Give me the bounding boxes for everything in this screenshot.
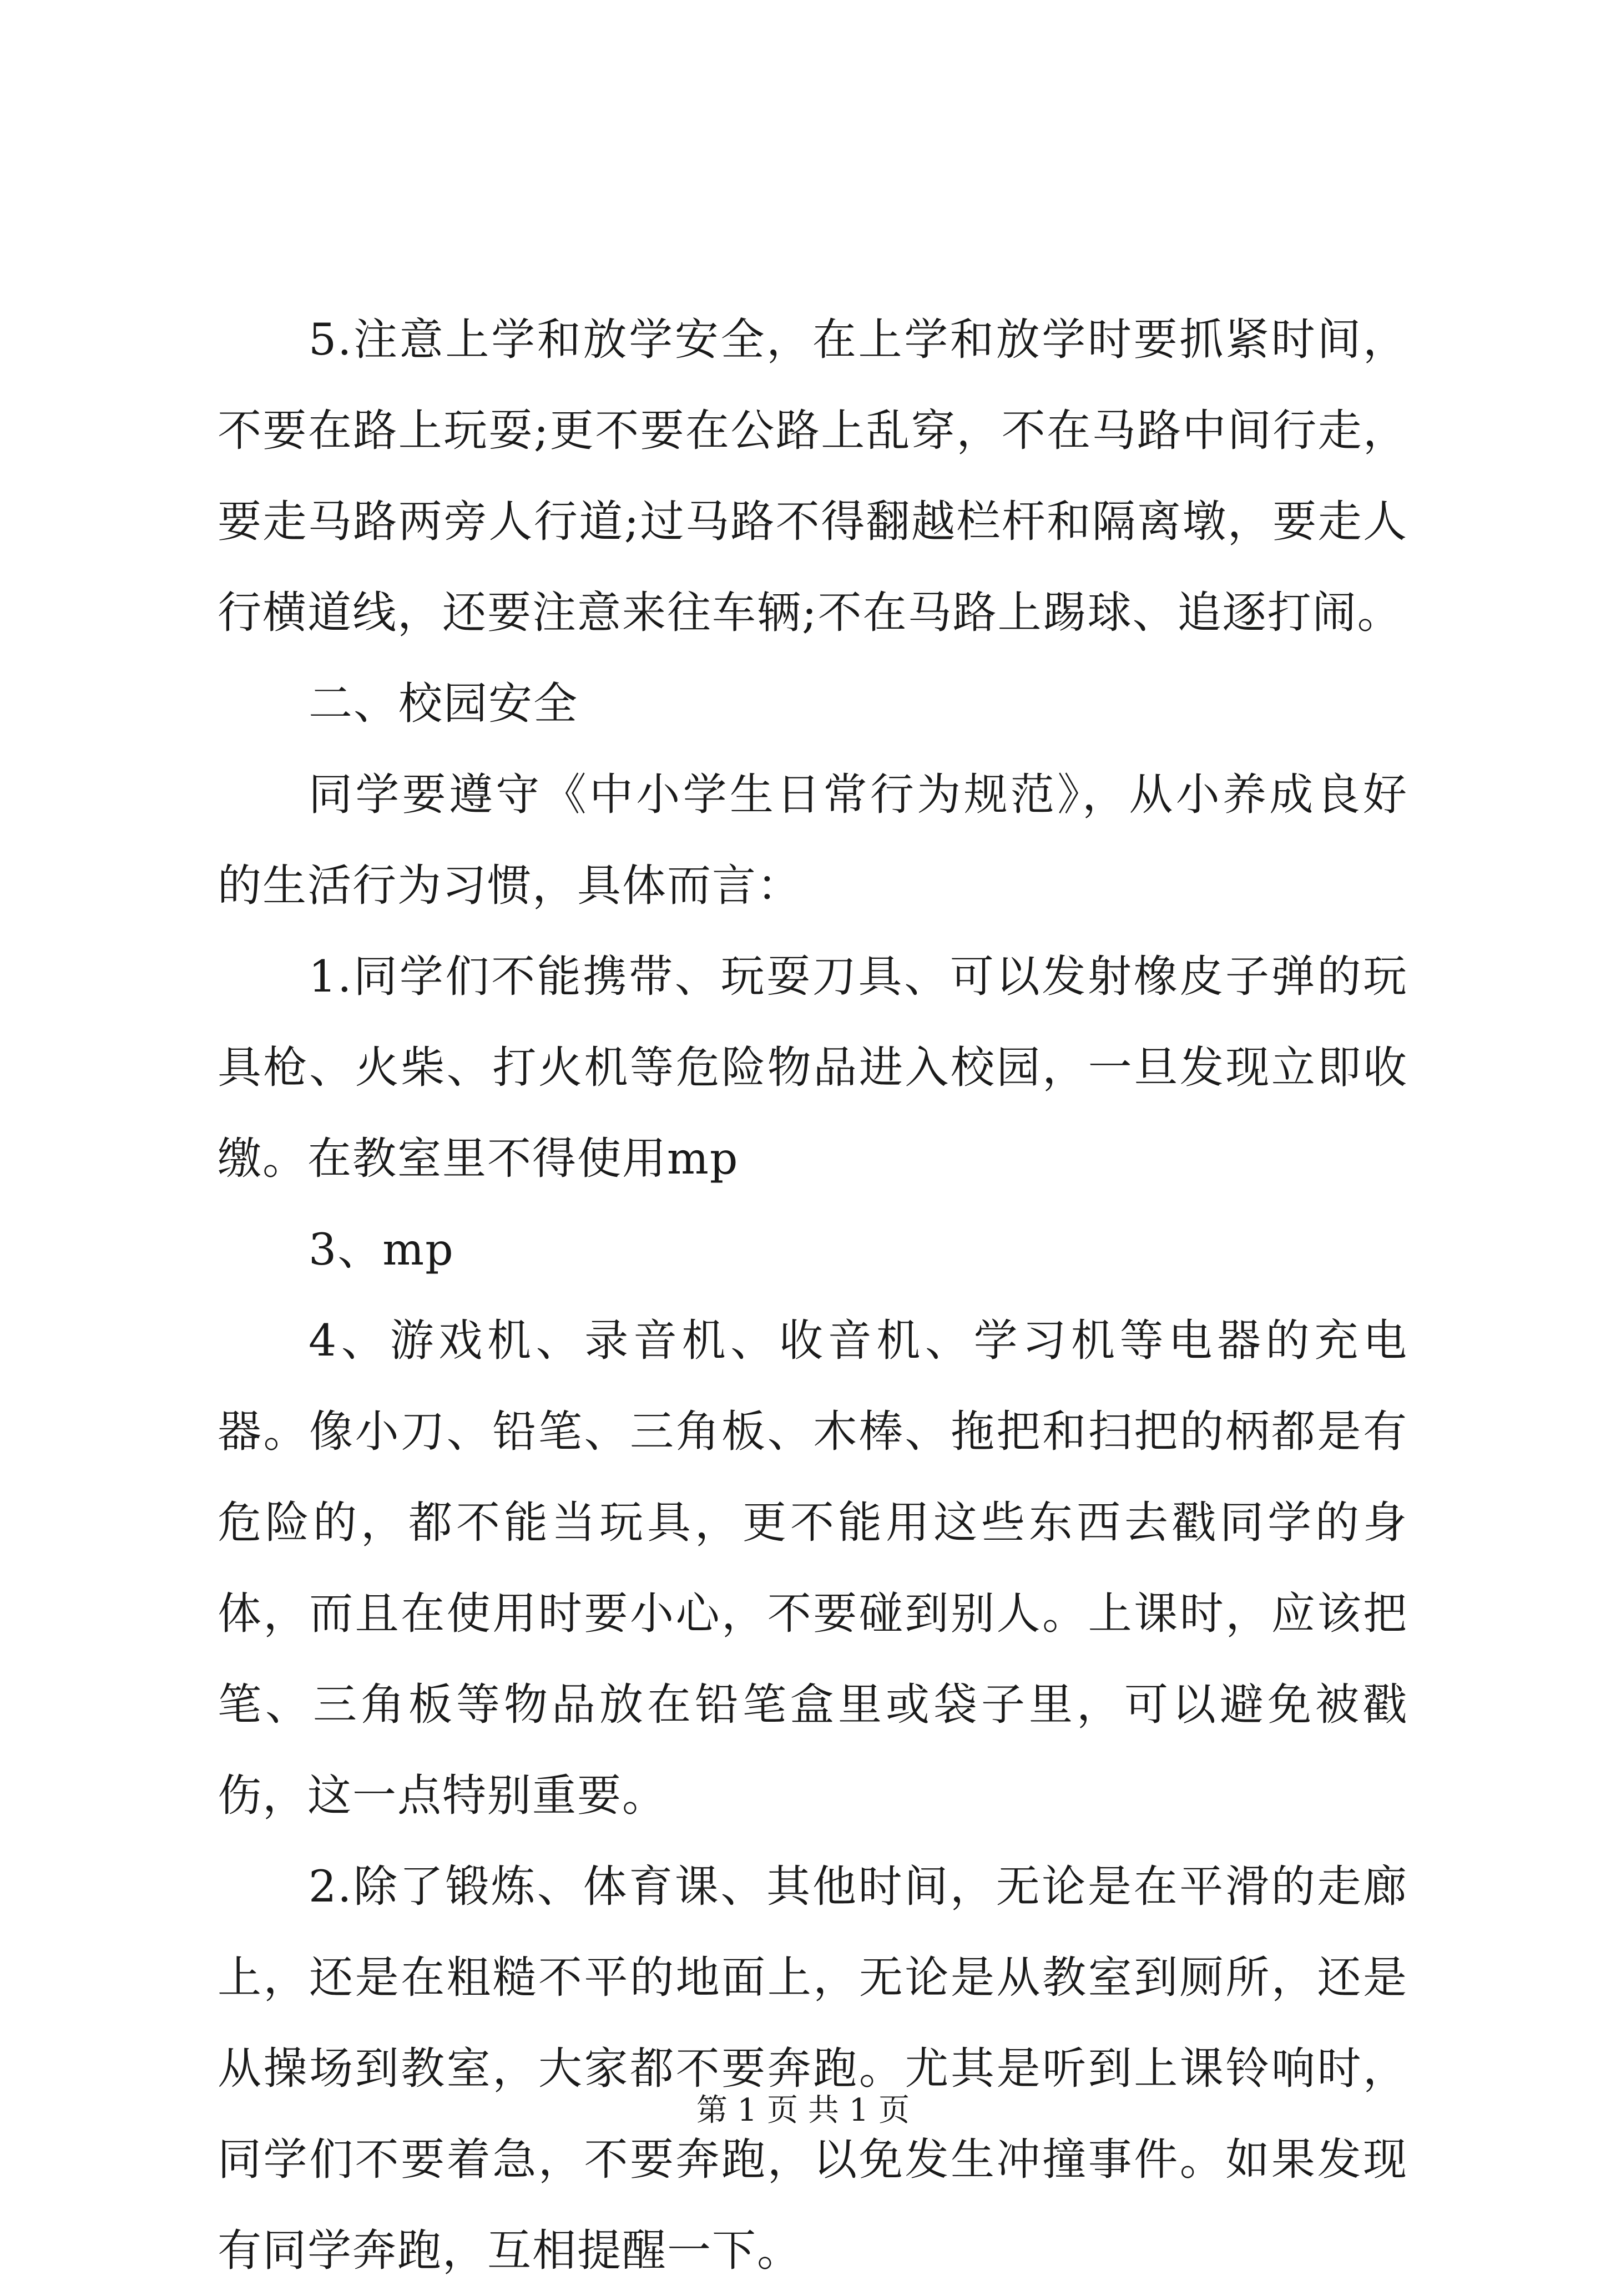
paragraph-mp3: 3、mp [309, 1224, 454, 1275]
page-footer: 第 1 页 共 1 页 [696, 2092, 910, 2128]
paragraph-no-running: 2.除了锻炼、体育课、其他时间，无论是在平滑的走廊上，还是在粗糙不平的地面上，无论是从教室到厕所，还是从操场到教室，大家都不要奔跑。尤其是听到上课铃响时，同学们不要着急，不要奔跑，以免发生冲撞事件。如果发现有同学奔跑，互相提醒一下。 [218, 1861, 1408, 2276]
paragraph-code-of-conduct: 同学要遵守《中小学生日常行为规范》，从小养成良好的生活行为习惯，具体而言： [218, 769, 1408, 911]
paragraph-dangerous-items: 1.同学们不能携带、玩耍刀具、可以发射橡皮子弹的玩具枪、火柴、打火机等危险物品进入校园，一旦发现立即收缴。在教室里不得使用mp [218, 951, 1408, 1184]
section-heading-campus-safety: 二、校园安全 [309, 678, 578, 729]
document-body [218, 294, 1408, 2296]
paragraph-electronics-sharp-objects: 4、游戏机、录音机、收音机、学习机等电器的充电器。像小刀、铅笔、三角板、木棒、拖把和扫把的柄都是有危险的，都不能当玩具，更不能用这些东西去戳同学的身体，而且在使用时要小心，不要碰到别人。上课时，应该把笔、三角板等物品放在铅笔盒里或袋子里，可以避免被戳伤，这一点特别重要。 [218, 1315, 1408, 1821]
paragraph-commute-safety: 5.注意上学和放学安全，在上学和放学时要抓紧时间，不要在路上玩耍;更不要在公路上乱穿，不在马路中间行走，要走马路两旁人行道;过马路不得翻越栏杆和隔离墩，要走人行横道线，还要注意来往车辆;不在马路上踢球、追逐打闹。 [218, 314, 1408, 638]
